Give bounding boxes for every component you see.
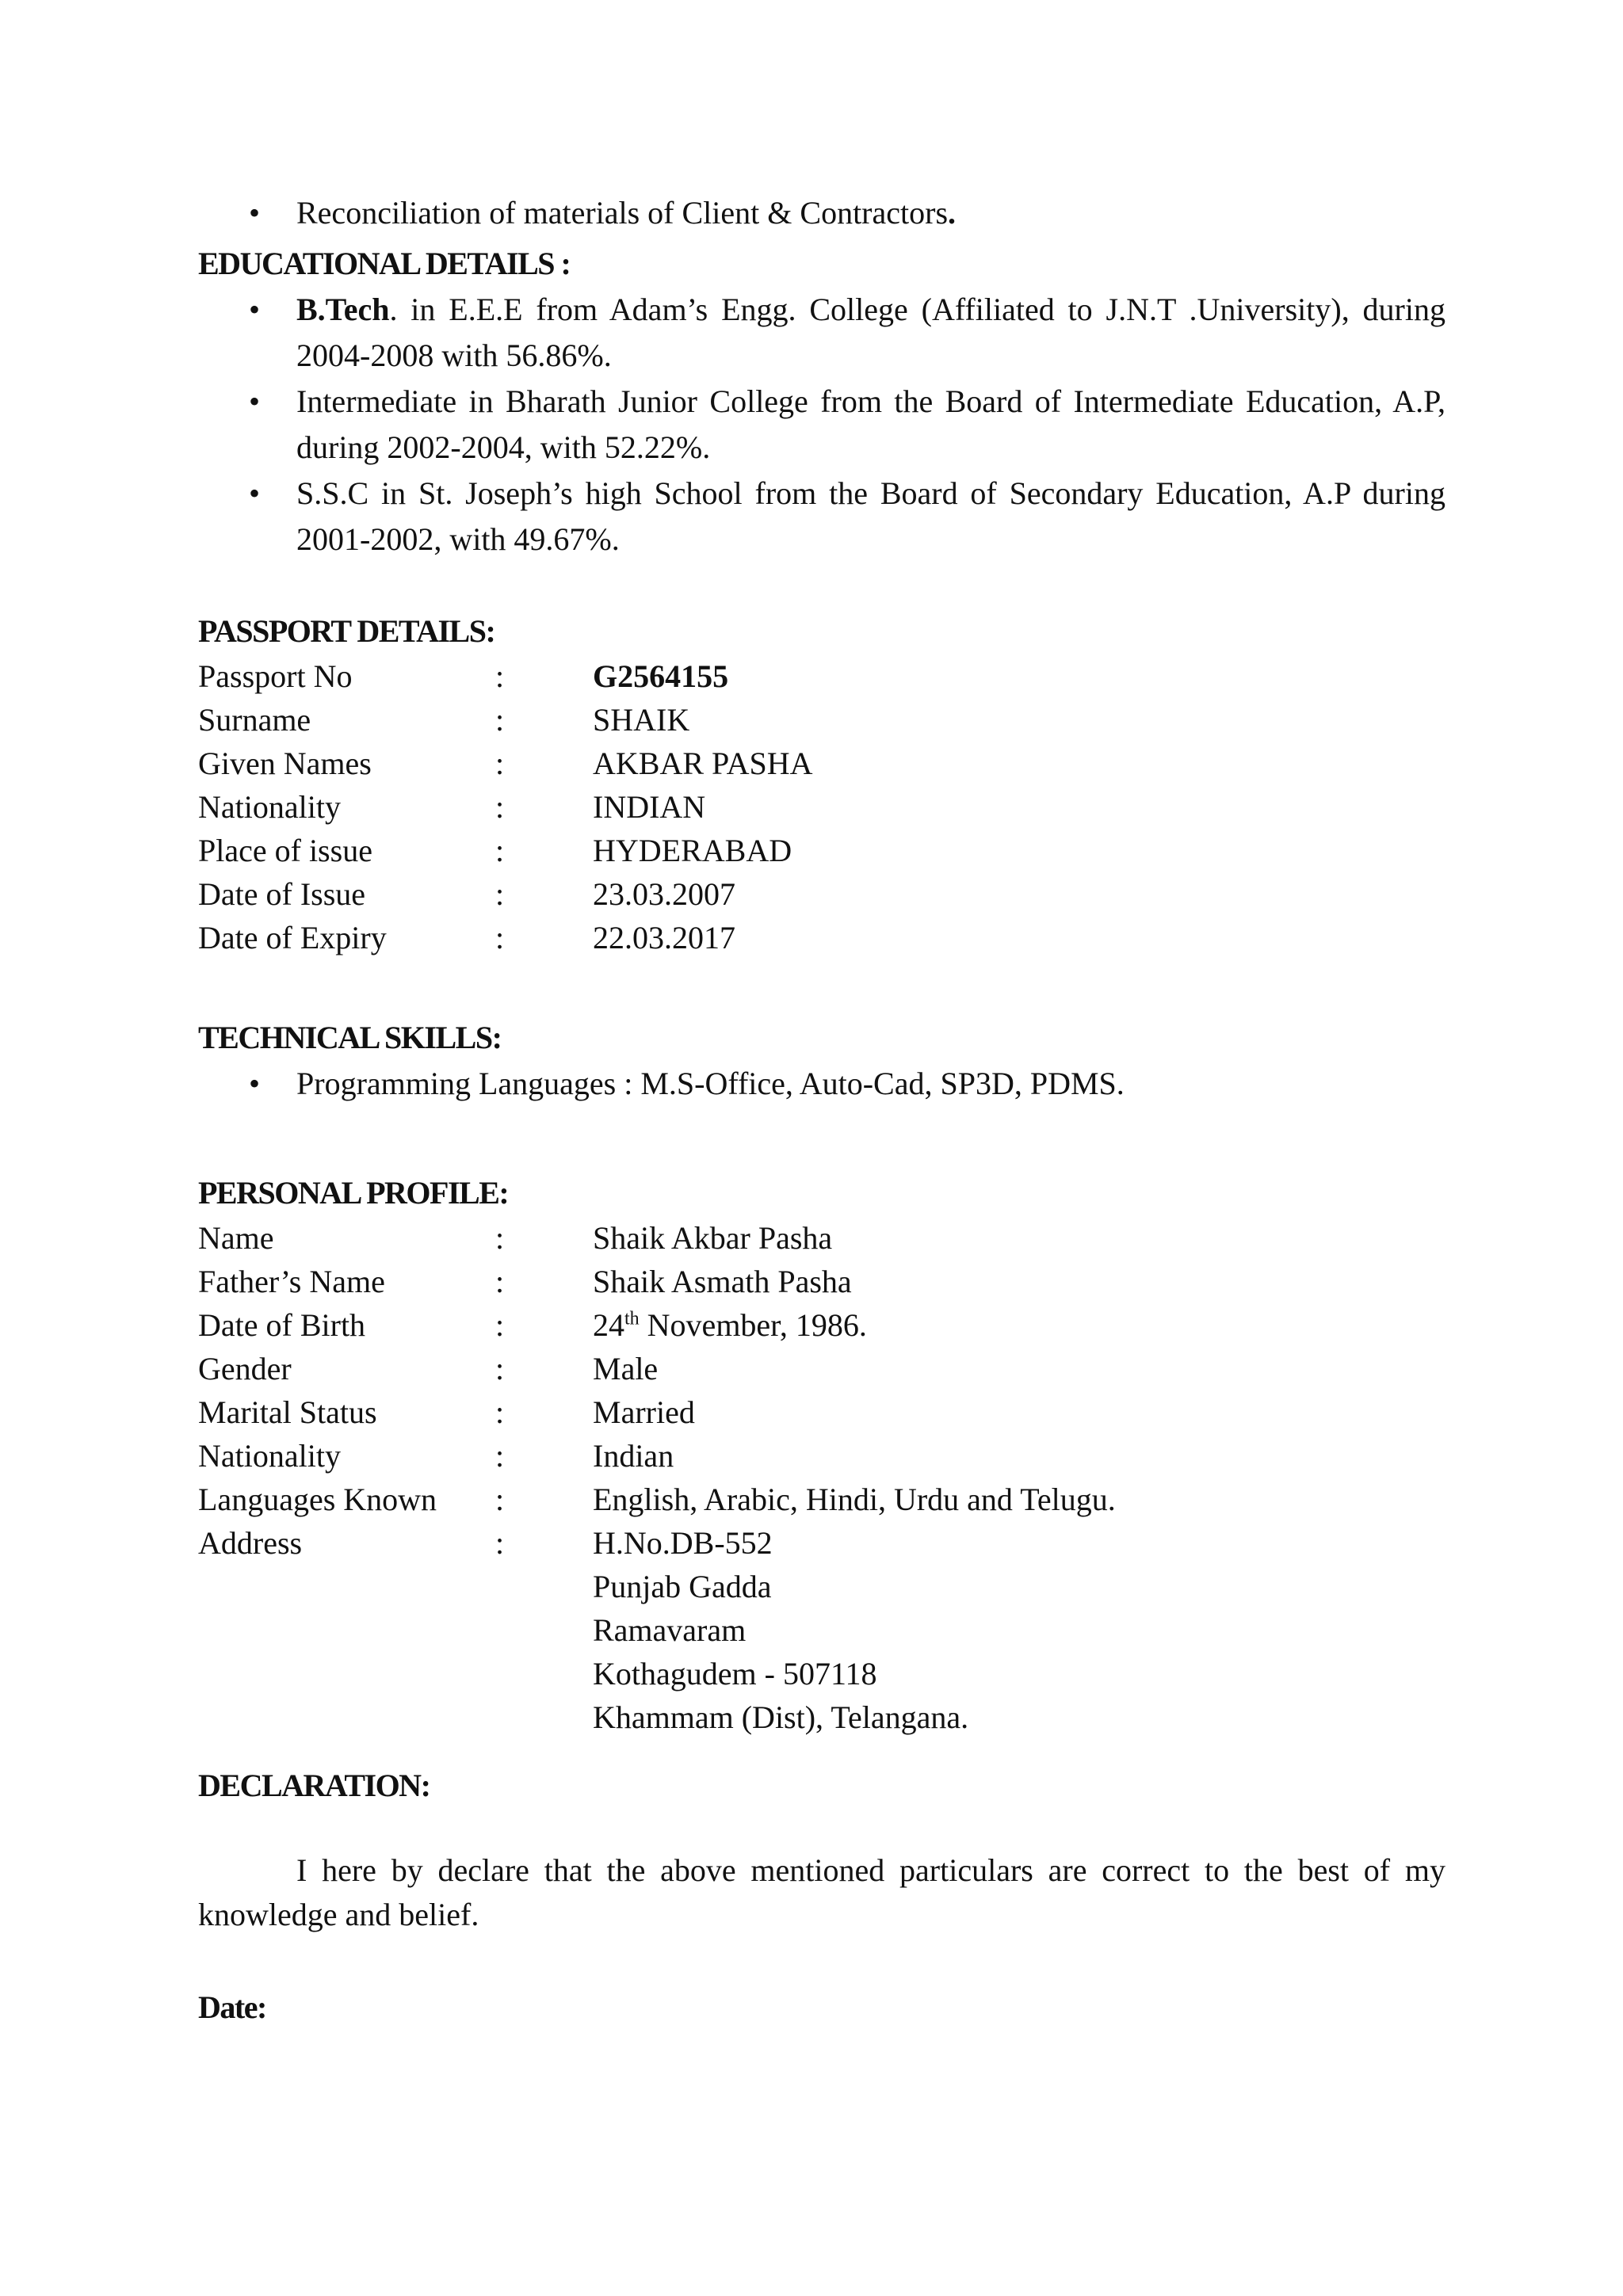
row-value: AKBAR PASHA: [593, 746, 813, 781]
date-label: Date:: [198, 1989, 266, 2025]
row-value: Male: [593, 1351, 659, 1386]
row-label: Passport No: [198, 658, 353, 694]
row-value: SHAIK: [593, 702, 690, 738]
declaration-heading: DECLARATION:: [198, 1768, 430, 1803]
address-line: Khammam (Dist), Telangana.: [593, 1699, 969, 1735]
row-colon: :: [495, 789, 505, 825]
list-item: • Programming Languages : M.S-Office, Auto-Cad, SP3D, PDMS.: [198, 1061, 1445, 1107]
row-colon: :: [495, 746, 505, 781]
row-label: Address: [198, 1525, 303, 1561]
row-colon: :: [495, 1394, 505, 1430]
row-colon: :: [495, 1220, 505, 1256]
row-colon: :: [495, 1351, 505, 1386]
row-value: English, Arabic, Hindi, Urdu and Telugu.: [593, 1482, 1116, 1517]
personal-heading: PERSONAL PROFILE:: [198, 1175, 509, 1211]
list-item: • Intermediate in Bharath Junior College from the Board of Intermediate Education, A.P, during 2002-2004, with 52.22%.: [198, 379, 1445, 471]
row-label: Given Names: [198, 746, 372, 781]
row-label: Nationality: [198, 789, 341, 825]
row-colon: :: [495, 876, 505, 912]
row-label: Date of Birth: [198, 1307, 366, 1343]
education-list: [198, 287, 1445, 563]
resume-page: [198, 190, 1445, 2031]
table-row: [198, 1216, 1445, 1260]
table-row: [198, 742, 1445, 785]
table-row: [198, 654, 1445, 698]
row-value: Shaik Asmath Pasha: [593, 1264, 852, 1299]
row-colon: :: [495, 1482, 505, 1517]
table-row: [198, 698, 1445, 742]
table-row: [198, 1521, 1445, 1739]
row-colon: :: [495, 702, 505, 738]
address-line: H.No.DB-552: [593, 1525, 773, 1561]
top-bullet-list: [198, 190, 1445, 236]
technical-list: [198, 1061, 1445, 1107]
row-label: Nationality: [198, 1438, 341, 1474]
address-line: Punjab Gadda: [593, 1569, 772, 1604]
row-colon: :: [495, 833, 505, 868]
row-colon: :: [495, 1307, 505, 1343]
table-row: [198, 1303, 1445, 1347]
passport-table: [198, 654, 1445, 959]
row-value: 22.03.2017: [593, 920, 735, 955]
education-heading: EDUCATIONAL DETAILS :: [198, 246, 571, 281]
row-value: HYDERABAD: [593, 833, 792, 868]
row-value: Shaik Akbar Pasha: [593, 1220, 833, 1256]
row-colon: :: [495, 1438, 505, 1474]
row-value: Indian: [593, 1438, 674, 1474]
technical-heading: TECHNICAL SKILLS:: [198, 1020, 502, 1055]
address-line: Kothagudem - 507118: [593, 1656, 877, 1691]
personal-table: [198, 1216, 1445, 1739]
row-label: Languages Known: [198, 1482, 437, 1517]
row-label: Place of issue: [198, 833, 372, 868]
list-item: • B.Tech. in E.E.E from Adam’s Engg. College (Affiliated to J.N.T .University), during 2004-2008 with 56.86%.: [198, 287, 1445, 379]
passport-number: G2564155: [593, 658, 729, 694]
declaration-text: I here by declare that the above mentioned particulars are correct to the best of my knowledge and belief.: [198, 1852, 1445, 1932]
row-label: Name: [198, 1220, 274, 1256]
passport-heading: PASSPORT DETAILS:: [198, 613, 495, 649]
table-row: [198, 916, 1445, 959]
table-row: [198, 1390, 1445, 1434]
address-line: Ramavaram: [593, 1612, 747, 1648]
row-value: 23.03.2007: [593, 876, 735, 912]
table-row: [198, 1478, 1445, 1521]
table-row: [198, 1347, 1445, 1390]
row-label: Date of Expiry: [198, 920, 387, 955]
row-label: Gender: [198, 1351, 292, 1386]
row-colon: :: [495, 658, 505, 694]
row-label: Marital Status: [198, 1394, 377, 1430]
row-value: Married: [593, 1394, 695, 1430]
row-label: Surname: [198, 702, 311, 738]
row-colon: :: [495, 920, 505, 955]
address-block: [593, 1521, 1445, 1739]
list-item: • S.S.C in St. Joseph’s high School from the Board of Secondary Education, A.P during 2001-2002, with 49.67%.: [198, 471, 1445, 563]
row-colon: :: [495, 1264, 505, 1299]
row-value: INDIAN: [593, 789, 706, 825]
table-row: [198, 1434, 1445, 1478]
table-row: [198, 872, 1445, 916]
row-label: Father’s Name: [198, 1264, 385, 1299]
row-label: Date of Issue: [198, 876, 366, 912]
list-item: • Reconciliation of materials of Client & Contractors.: [198, 190, 1445, 236]
table-row: [198, 1260, 1445, 1303]
row-colon: :: [495, 1525, 505, 1561]
table-row: [198, 785, 1445, 829]
table-row: [198, 829, 1445, 872]
date-of-birth-value: 24th November, 1986.: [593, 1307, 867, 1343]
